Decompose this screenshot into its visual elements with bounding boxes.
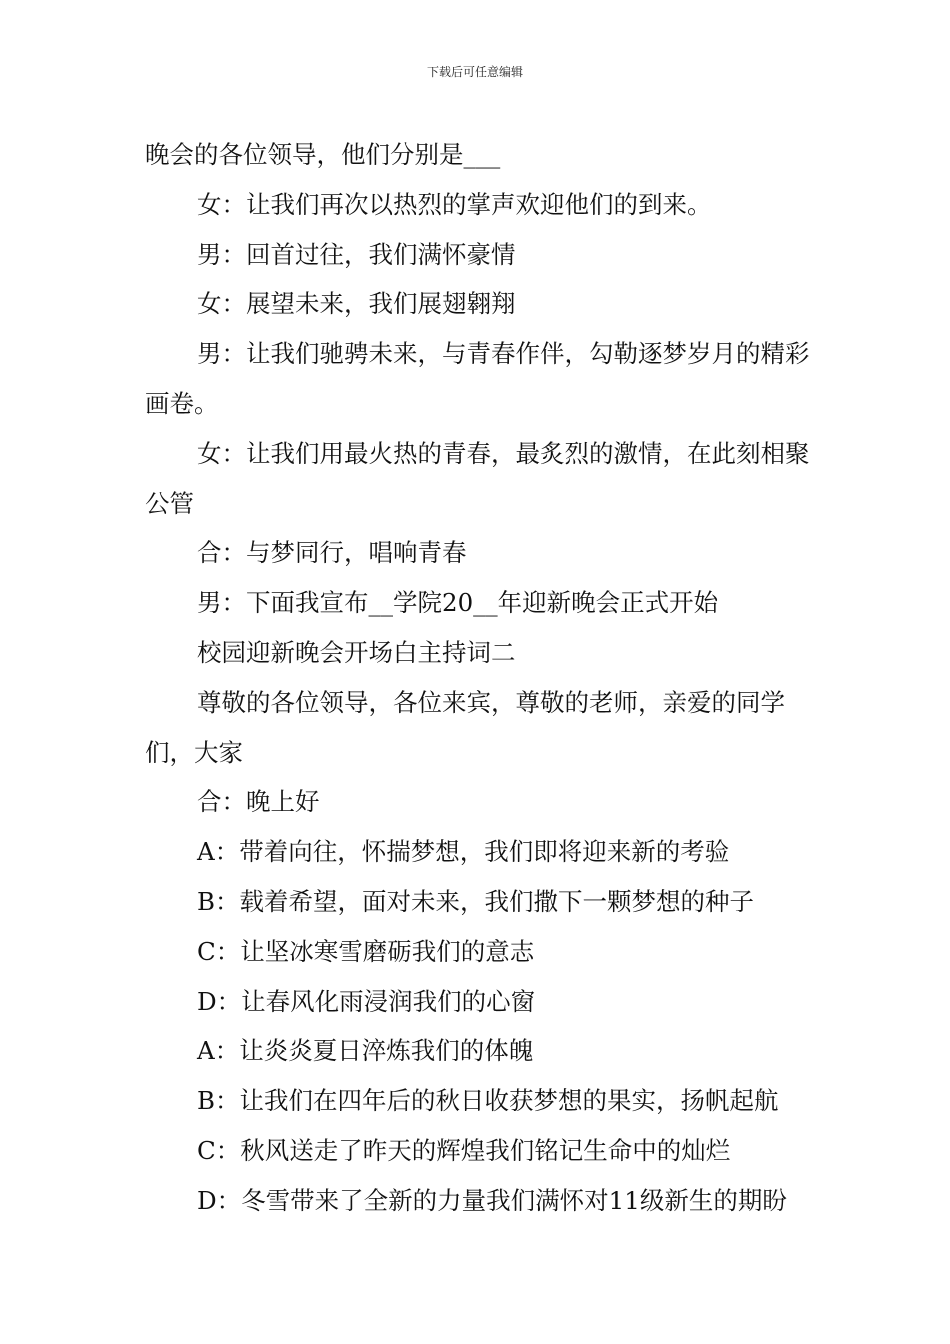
paragraph: 尊敬的各位领导，各位来宾，尊敬的老师，亲爱的同学们，大家: [145, 687, 785, 767]
document-body: [145, 130, 810, 1226]
paragraph: 女：让我们再次以热烈的掌声欢迎他们的到来。: [197, 189, 712, 219]
paragraph: D：冬雪带来了全新的力量我们满怀对11级新生的期盼: [197, 1185, 787, 1215]
paragraph: 男：回首过往，我们满怀豪情: [197, 239, 516, 269]
paragraph: 女：让我们用最火热的青春，最炙烈的激情，在此刻相聚公管: [145, 438, 810, 518]
paragraph: 晚会的各位领导，他们分别是___: [145, 140, 501, 169]
paragraph: B：让我们在四年后的秋日收获梦想的果实，扬帆起航: [197, 1086, 779, 1116]
paragraph: C：让坚冰寒雪磨砺我们的意志: [197, 936, 535, 966]
paragraph: 合：与梦同行，唱响青春: [197, 538, 467, 568]
paragraph: C：秋风送走了昨天的辉煌我们铭记生命中的灿烂: [197, 1135, 731, 1165]
paragraph: A：带着向往，怀揣梦想，我们即将迎来新的考验: [197, 837, 730, 867]
paragraph: A：让炎炎夏日淬炼我们的体魄: [197, 1036, 534, 1066]
paragraph: D：让春风化雨浸润我们的心窗: [197, 986, 536, 1016]
section-heading: 校园迎新晚会开场白主持词二: [197, 637, 516, 667]
paragraph: 男：下面我宣布__学院20__年迎新晚会正式开始: [197, 588, 719, 618]
paragraph: 女：展望未来，我们展翅翱翔: [197, 289, 516, 319]
paragraph: 合：晚上好: [197, 787, 320, 817]
paragraph: B：载着希望，面对未来，我们撒下一颗梦想的种子: [197, 886, 755, 916]
page-header: 下载后可任意编辑: [426, 65, 523, 79]
paragraph: 男：让我们驰骋未来，与青春作伴，勾勒逐梦岁月的精彩画卷。: [145, 339, 810, 418]
